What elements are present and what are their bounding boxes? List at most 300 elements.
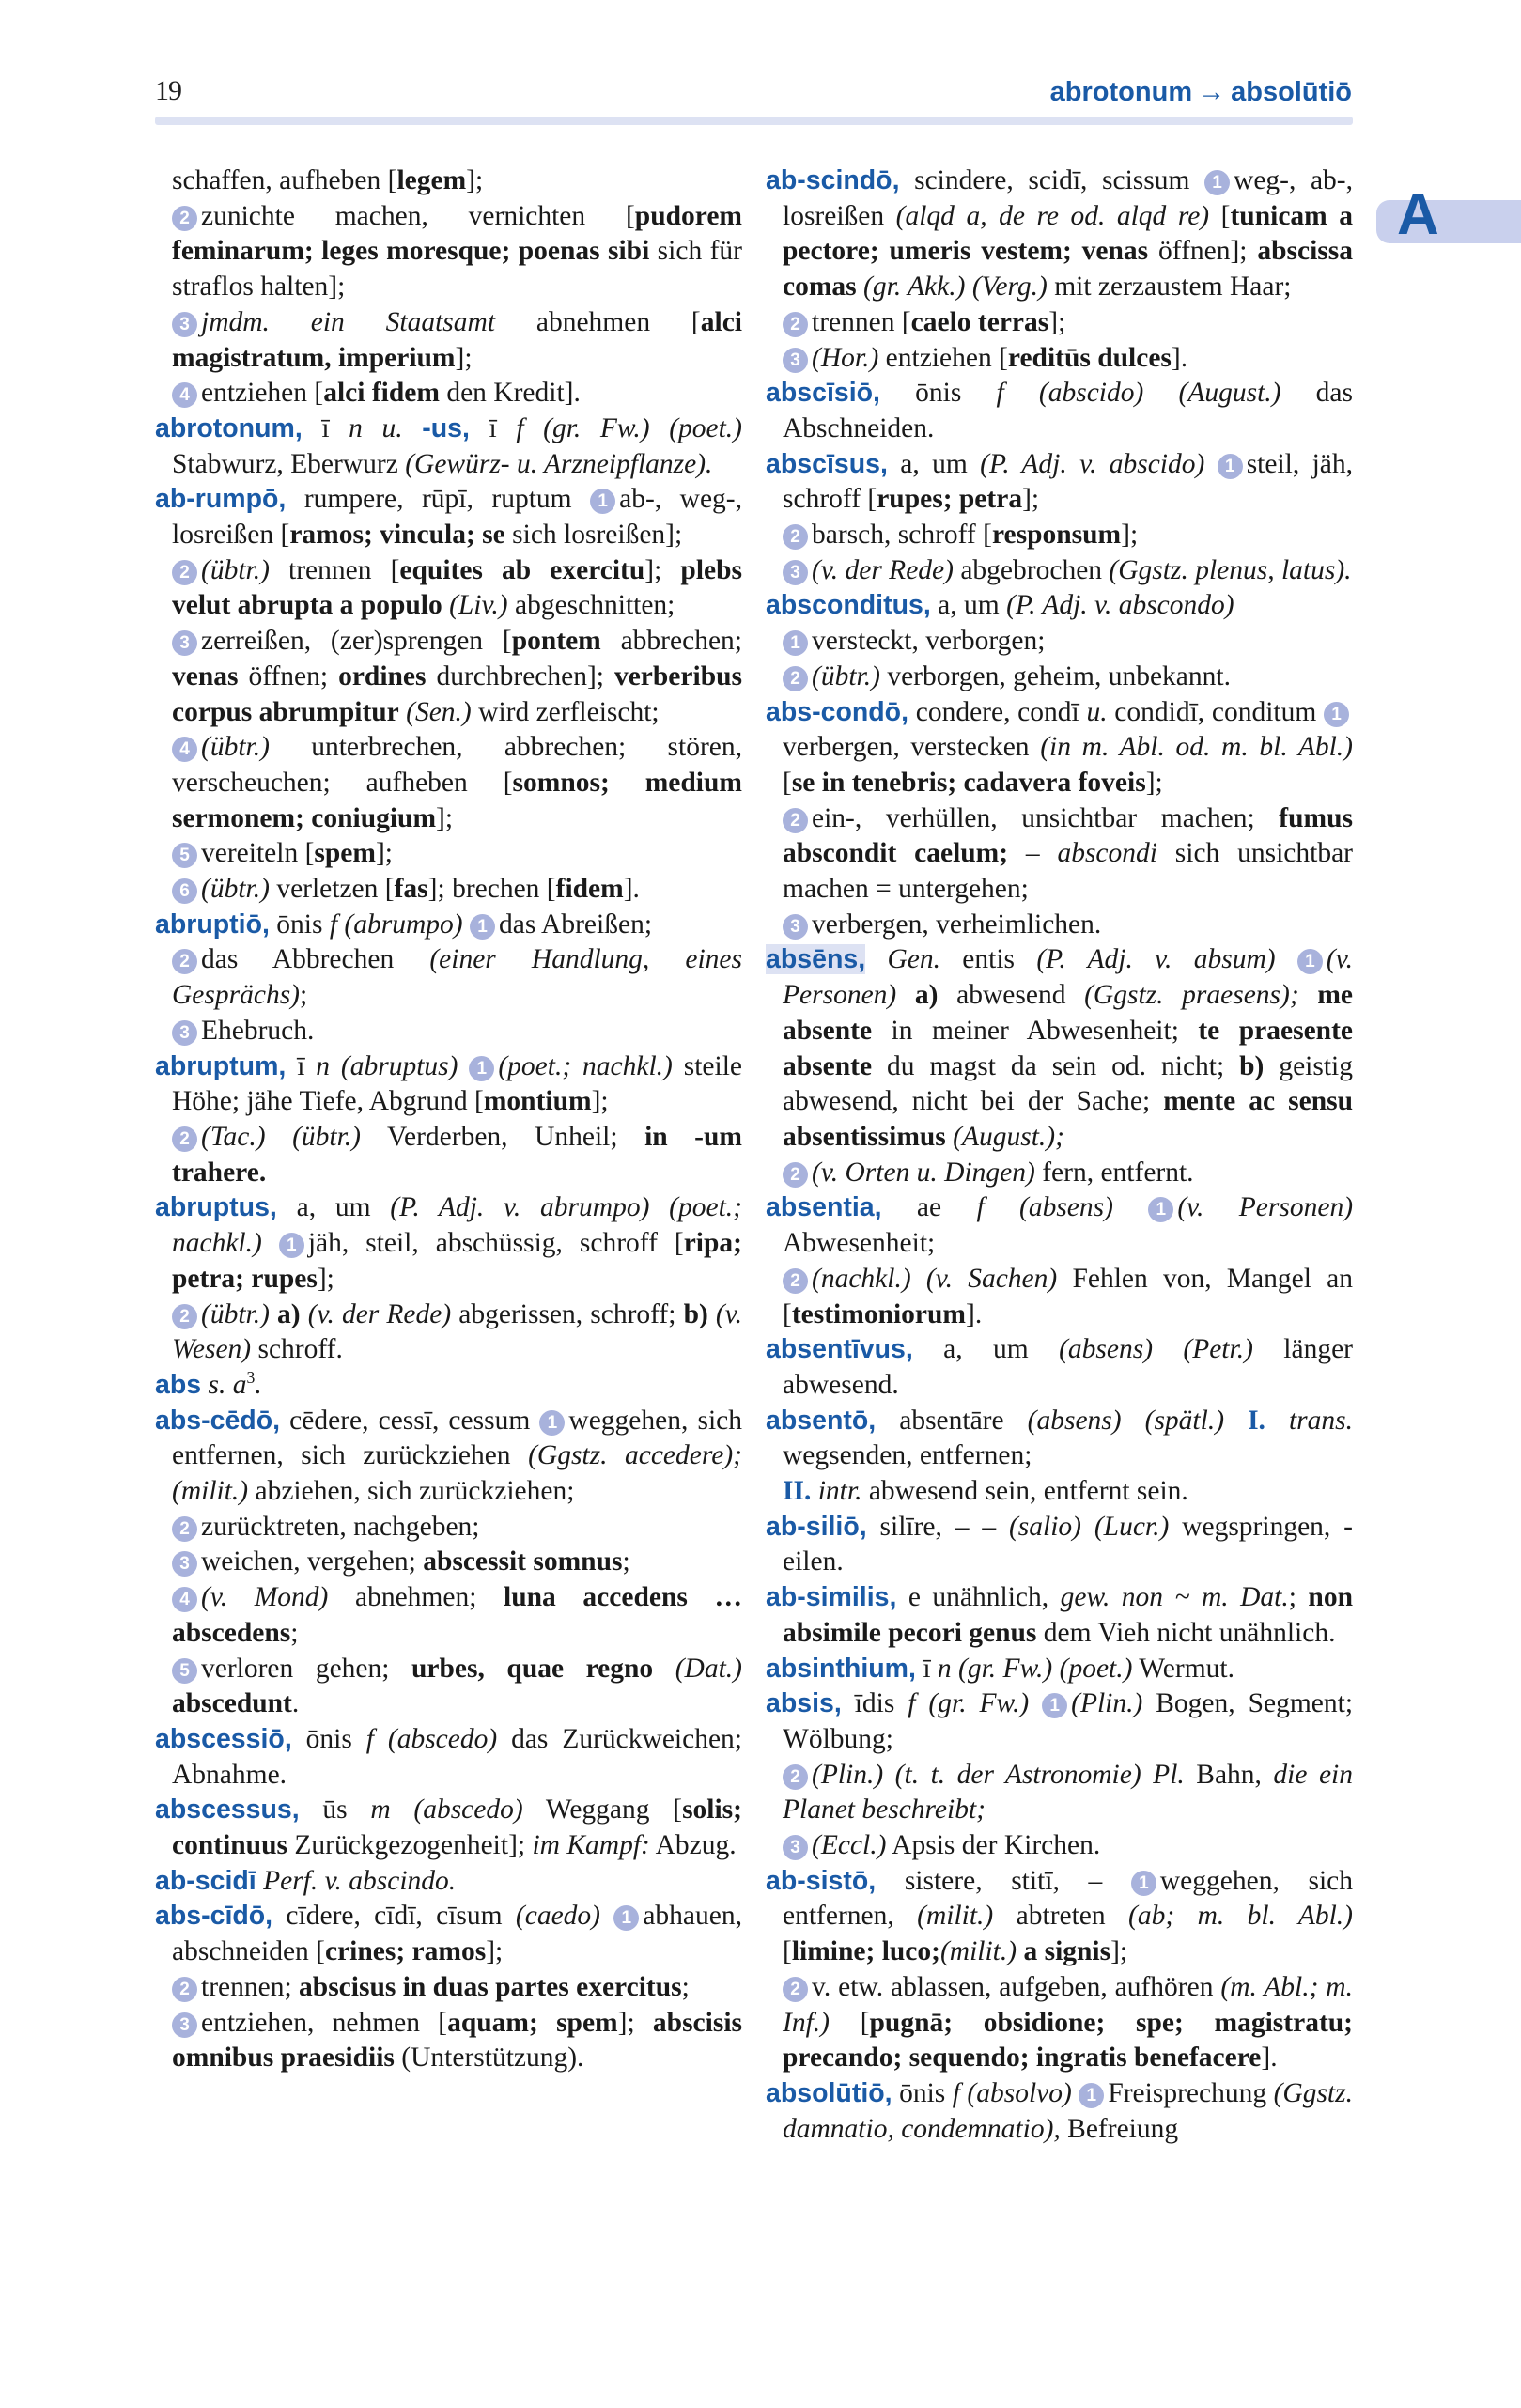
sense-line bbox=[155, 1970, 742, 2006]
dictionary-entry bbox=[155, 1049, 742, 1120]
bold-run: abscessit somnus bbox=[423, 1546, 623, 1577]
sense-number-icon: 2 bbox=[783, 524, 808, 550]
headword: abs-cīdō, bbox=[155, 1901, 273, 1932]
text-run: geistig abwesend, nicht bei der Sache; bbox=[783, 1050, 1353, 1117]
sense-line bbox=[155, 376, 742, 412]
text-run: [ bbox=[783, 1936, 792, 1967]
text-run: Befreiung bbox=[1060, 2113, 1179, 2144]
bold-run: somnos; medium sermonem; coniugium bbox=[172, 767, 742, 833]
text-run: das Zurückweichen; Abnahme. bbox=[172, 1723, 742, 1790]
text-run: weg-, ab-, losreißen bbox=[783, 165, 1353, 231]
text-run: absentāre bbox=[876, 1405, 1028, 1436]
italic-run: (v. der Rede) bbox=[307, 1298, 452, 1329]
text-run: trennen; bbox=[201, 1971, 300, 2002]
text-run: ī bbox=[286, 1050, 317, 1081]
text-run: . bbox=[291, 1688, 300, 1719]
dictionary-entry bbox=[766, 1652, 1353, 1687]
bold-run: a) bbox=[277, 1298, 301, 1329]
italic-run: (Plin.) bbox=[1071, 1688, 1143, 1719]
italic-run: (Ggstz. plenus, latus). bbox=[1109, 554, 1352, 585]
text-run: ī bbox=[915, 1653, 938, 1684]
bold-run: solis; continuus bbox=[172, 1794, 742, 1861]
sense-number-icon: 1 bbox=[1079, 2083, 1104, 2108]
header-rule bbox=[155, 117, 1353, 125]
text-run: vereiteln [ bbox=[201, 838, 315, 869]
section-numeral: I. bbox=[1248, 1405, 1265, 1436]
text-run: ]; bbox=[317, 1263, 334, 1294]
text-run: cīdere, cīdī, cīsum bbox=[272, 1901, 516, 1932]
bold-run: pugnā; obsidione; spe; magistratu; precando; sequendo; ingratis benefacere bbox=[783, 2007, 1353, 2074]
text-run: das Abreißen; bbox=[498, 909, 653, 940]
text-run: ūs bbox=[299, 1794, 371, 1825]
text-run: länger abwesend. bbox=[783, 1334, 1353, 1400]
italic-run: (v. Personen) bbox=[1177, 1192, 1354, 1223]
dictionary-entry bbox=[155, 1368, 742, 1404]
text-run: verloren gehen; bbox=[201, 1653, 412, 1684]
sense-line bbox=[155, 1652, 742, 1722]
italic-run: gew. non ~ m. Dat. bbox=[1060, 1582, 1289, 1613]
headword: abs-cēdō, bbox=[155, 1405, 281, 1436]
text-run: īdis bbox=[841, 1688, 908, 1719]
bold-run: b) bbox=[683, 1298, 708, 1329]
text-run: v. etw. ablassen, aufgeben, aufhören bbox=[812, 1971, 1221, 2002]
text-run: ī bbox=[469, 412, 517, 443]
italic-run: (P. Adj. v. abrumpo) (poet.; nachkl.) bbox=[172, 1192, 742, 1259]
text-run: ]; bbox=[436, 802, 454, 833]
bold-run: testimoniorum bbox=[791, 1298, 966, 1329]
text-run: Weggang [ bbox=[522, 1794, 683, 1825]
bold-run: b) bbox=[1239, 1050, 1265, 1081]
sense-number-icon: 2 bbox=[172, 949, 197, 974]
sense-line bbox=[766, 1970, 1353, 2076]
sense-line bbox=[766, 1474, 1353, 1510]
text-run: ]; bbox=[1121, 520, 1139, 551]
bold-run: spem bbox=[314, 838, 376, 869]
dictionary-entry bbox=[766, 1332, 1353, 1403]
text-run bbox=[201, 1370, 208, 1400]
text-run: Abwesenheit; bbox=[783, 1228, 936, 1259]
text-run: schaffen, aufheben [ bbox=[172, 165, 397, 195]
sense-number-icon: 1 bbox=[539, 1410, 565, 1436]
italic-run: (einer Handlung, eines Gesprächs) bbox=[172, 944, 742, 1011]
sense-line bbox=[766, 1156, 1353, 1191]
text-run: e unähnlich, bbox=[896, 1582, 1061, 1613]
sense-line bbox=[766, 518, 1353, 553]
italic-run: (Gewürz- u. Arzneipflanze). bbox=[405, 448, 713, 479]
text-run: ab-, weg-, losreißen [ bbox=[172, 484, 742, 551]
sense-number-icon: 6 bbox=[172, 878, 197, 904]
italic-run: (übtr.) bbox=[201, 874, 270, 905]
dictionary-entry bbox=[766, 2076, 1353, 2147]
text-run: mit zerzaustem Haar; bbox=[1047, 272, 1292, 303]
bold-run: aquam; spem bbox=[447, 2007, 618, 2038]
sense-number-icon: 1 bbox=[1204, 170, 1230, 195]
text-run: abgerissen, schroff; bbox=[451, 1298, 684, 1329]
italic-run: (absens) (Petr.) bbox=[1059, 1334, 1253, 1365]
italic-run: Perf. v. abscindo. bbox=[263, 1865, 457, 1896]
sense-number-icon: 2 bbox=[172, 1516, 197, 1542]
bold-run: ordines bbox=[338, 660, 427, 691]
headword: abscīsiō, bbox=[766, 378, 880, 409]
text-run: silīre, – – bbox=[866, 1511, 1009, 1542]
sense-number-icon: 1 bbox=[1297, 949, 1323, 974]
text-run: rumpere, rūpī, ruptum bbox=[286, 484, 591, 515]
text-run: ; bbox=[622, 1546, 630, 1577]
sense-line bbox=[155, 1580, 742, 1651]
text-run: abtreten bbox=[993, 1901, 1129, 1932]
text-run: zurücktreten, nachgeben; bbox=[201, 1511, 480, 1542]
sense-number-icon: 2 bbox=[783, 312, 808, 337]
italic-run: s. a bbox=[208, 1369, 247, 1400]
italic-run: (Liv.) bbox=[449, 590, 508, 621]
bold-run: limine; luco; bbox=[791, 1936, 940, 1967]
text-run: [ bbox=[783, 767, 792, 798]
dictionary-entry bbox=[155, 482, 742, 552]
text-run: weggehen, sich entfernen, bbox=[783, 1865, 1353, 1932]
text-run: abhauen, abschneiden [ bbox=[172, 1901, 742, 1967]
italic-run: (milit.) bbox=[917, 1901, 994, 1932]
text-run: Verderben, Unheil; bbox=[361, 1121, 645, 1152]
italic-run: f (abscido) (August.) bbox=[996, 378, 1281, 409]
text-run: ]; bbox=[1145, 767, 1163, 798]
sense-line bbox=[766, 908, 1353, 943]
text-run: entziehen, nehmen [ bbox=[201, 2007, 448, 2038]
text-run: Bogen, Segment; Wölbung; bbox=[783, 1688, 1354, 1754]
sense-number-icon: 1 bbox=[1148, 1197, 1173, 1222]
bold-run: crines; ramos bbox=[325, 1936, 487, 1967]
italic-run: (Ggstz. accedere); (milit.) bbox=[172, 1440, 742, 1507]
text-run: verborgen, geheim, unbekannt. bbox=[879, 660, 1231, 691]
text-run: a, um bbox=[930, 590, 1007, 621]
text-run: (Unterstützung). bbox=[394, 2043, 584, 2074]
text-run: ī bbox=[302, 412, 349, 443]
text-run: condere, condī bbox=[908, 696, 1087, 727]
sense-line bbox=[155, 624, 742, 730]
italic-run: (übtr.) bbox=[812, 660, 880, 691]
text-run: ōnis bbox=[269, 909, 330, 940]
bold-run: abscissa comas bbox=[783, 236, 1353, 303]
italic-run: (absens) (spätl.) bbox=[1027, 1405, 1225, 1436]
running-head-last-entry: absolūtiō bbox=[1231, 77, 1352, 107]
text-run: ]; bbox=[375, 838, 393, 869]
sense-number-icon: 1 bbox=[279, 1233, 304, 1258]
text-run: ]; bbox=[1048, 306, 1066, 337]
text-run bbox=[301, 1299, 308, 1329]
text-run: ]; bbox=[466, 165, 484, 195]
sense-number-icon: 2 bbox=[172, 560, 197, 585]
text-run: ]. bbox=[623, 874, 640, 905]
headword-highlighted: absēns, bbox=[766, 944, 866, 975]
bold-run: fas bbox=[394, 874, 428, 905]
bold-run: luna accedens … abscedens bbox=[172, 1582, 742, 1648]
text-run bbox=[896, 980, 915, 1010]
sense-number-icon: 4 bbox=[172, 737, 197, 762]
text-run: abwesend bbox=[938, 980, 1085, 1011]
bold-run: fidem bbox=[555, 874, 624, 905]
text-run: entziehen [ bbox=[878, 342, 1008, 373]
sense-line bbox=[766, 1828, 1353, 1864]
text-run: ]; bbox=[1110, 1936, 1128, 1967]
italic-run: (übtr.) bbox=[201, 1298, 270, 1329]
sense-line bbox=[155, 199, 742, 305]
italic-run: (Sen.) bbox=[406, 696, 472, 727]
text-run: trennen [ bbox=[269, 554, 400, 585]
italic-run: (P. Adj. v. absum) bbox=[1036, 944, 1276, 975]
italic-run: (Tac.) (übtr.) bbox=[201, 1121, 361, 1152]
bold-run: fumus abscondit caelum; bbox=[783, 802, 1353, 869]
text-run: a, um bbox=[887, 448, 981, 479]
italic-run: abscondi bbox=[1057, 838, 1157, 869]
text-run: sich für straflos halten]; bbox=[172, 236, 742, 303]
dictionary-entry bbox=[766, 1864, 1353, 1970]
sense-line bbox=[766, 660, 1353, 695]
text-run bbox=[811, 1476, 817, 1506]
dictionary-entry bbox=[155, 908, 742, 943]
text-run: abgebrochen bbox=[953, 554, 1110, 585]
sense-number-icon: 1 bbox=[1218, 454, 1243, 479]
headword: ab-similis, bbox=[766, 1582, 897, 1613]
bold-run: mente ac sensu absentissimus bbox=[783, 1086, 1354, 1152]
headword: abruptum, bbox=[155, 1050, 287, 1081]
bold-run: te praesente absente bbox=[783, 1015, 1353, 1081]
italic-run: jmdm. ein Staatsamt bbox=[201, 306, 496, 337]
italic-run: (v. Orten u. Dingen) bbox=[812, 1157, 1035, 1188]
text-run: Wermut. bbox=[1132, 1653, 1234, 1684]
text-run: Fehlen von, Mangel an [ bbox=[783, 1263, 1353, 1329]
sense-number-icon: 3 bbox=[783, 1835, 808, 1860]
text-run: sistere, stitī, – bbox=[876, 1865, 1131, 1896]
dictionary-entry bbox=[766, 447, 1353, 518]
sense-number-icon: 3 bbox=[172, 312, 197, 337]
section-numeral: II. bbox=[783, 1476, 812, 1507]
text-run bbox=[442, 590, 449, 620]
text-run: scindere, scidī, scissum bbox=[899, 165, 1205, 195]
sense-number-icon: 2 bbox=[783, 666, 808, 691]
italic-run: m (abscedo) bbox=[370, 1794, 523, 1825]
text-run bbox=[256, 1866, 263, 1896]
headword: ab-siliō, bbox=[766, 1511, 867, 1542]
text-run bbox=[1224, 1406, 1248, 1436]
text-run: abnehmen [ bbox=[495, 306, 701, 337]
text-run: öffnen]; bbox=[1148, 236, 1258, 267]
text-run bbox=[708, 1299, 716, 1329]
text-run: a, um bbox=[276, 1192, 391, 1223]
text-run: ]. bbox=[966, 1298, 983, 1329]
text-run bbox=[653, 1654, 675, 1684]
text-run bbox=[262, 1228, 279, 1258]
sense-number-icon: 5 bbox=[172, 1658, 197, 1684]
sense-line bbox=[155, 305, 742, 376]
text-run bbox=[458, 1051, 469, 1081]
text-run: Stabwurz, Eberwurz bbox=[172, 448, 406, 479]
italic-run: (salio) (Lucr.) bbox=[1008, 1511, 1170, 1542]
italic-run: f (gr. Fw.) bbox=[908, 1688, 1030, 1719]
sense-line bbox=[766, 624, 1353, 660]
text-run: ōnis bbox=[892, 2077, 953, 2108]
bold-run: pontem bbox=[511, 626, 601, 657]
text-run: Freisprechung bbox=[1108, 2077, 1274, 2108]
dictionary-entry bbox=[766, 1404, 1353, 1474]
headword: absinthium, bbox=[766, 1653, 916, 1684]
dictionary-entry bbox=[766, 163, 1353, 305]
text-run: ae bbox=[881, 1192, 977, 1223]
text-run: ; bbox=[1288, 1582, 1309, 1613]
sense-number-icon: 2 bbox=[172, 1304, 197, 1329]
text-run: ; bbox=[300, 980, 308, 1011]
sense-line bbox=[155, 730, 742, 836]
text-run: ]; brechen [ bbox=[427, 874, 556, 905]
text-run: verletzen [ bbox=[269, 874, 395, 905]
text-run bbox=[1265, 1406, 1289, 1436]
text-run: weggehen, sich entfernen, sich zurückziehen bbox=[172, 1405, 743, 1471]
sense-line bbox=[155, 553, 742, 624]
text-run: ]. bbox=[1261, 2043, 1278, 2074]
sense-number-icon: 2 bbox=[172, 1977, 197, 2002]
bold-run: abscedunt bbox=[172, 1688, 292, 1719]
text-run: ; bbox=[681, 1971, 690, 2002]
text-run: entis bbox=[939, 944, 1037, 975]
bold-run: pudorem feminarum; leges moresque; poenas sibi bbox=[172, 200, 742, 267]
text-run: den Kredit]. bbox=[439, 378, 581, 409]
text-run: ]; bbox=[455, 342, 473, 373]
italic-run: im Kampf: bbox=[532, 1830, 650, 1861]
italic-run: n (abruptus) bbox=[316, 1050, 458, 1081]
sense-number-icon: 1 bbox=[1042, 1693, 1067, 1718]
column-left bbox=[155, 163, 742, 2076]
italic-run: u. bbox=[1086, 696, 1108, 727]
sense-line bbox=[766, 553, 1353, 589]
letter-tab-label: A bbox=[1397, 182, 1439, 247]
text-run: das Abbrechen bbox=[201, 944, 430, 975]
italic-run: (m. Abl.; m. Inf.) bbox=[783, 1971, 1353, 2038]
text-run bbox=[1072, 2078, 1079, 2108]
text-run: [ bbox=[829, 2007, 870, 2038]
italic-run: (poet.; nachkl.) bbox=[498, 1050, 673, 1081]
text-run: steil, jäh, schroff [ bbox=[783, 448, 1353, 515]
sense-line bbox=[766, 1262, 1353, 1332]
text-run: zerreißen, (zer)sprengen [ bbox=[201, 626, 512, 657]
text-run: wird zerfleischt; bbox=[471, 696, 660, 727]
italic-run: (v. der Rede) bbox=[812, 554, 954, 585]
sense-number-icon: 1 bbox=[1324, 702, 1349, 727]
text-run: das Abschneiden. bbox=[783, 378, 1353, 443]
italic-run: (P. Adj. v. abscido) bbox=[980, 448, 1205, 479]
italic-run: intr. bbox=[817, 1476, 862, 1507]
text-run: Bahn, bbox=[1184, 1759, 1274, 1790]
text-run: sich losreißen]; bbox=[504, 520, 683, 551]
italic-run: (in m. Abl. od. m. bl. Abl.) bbox=[1040, 732, 1353, 763]
sense-number-icon: 2 bbox=[783, 1162, 808, 1188]
italic-run: (Hor.) bbox=[812, 342, 879, 373]
dictionary-entry bbox=[766, 1580, 1353, 1651]
headword: abscīsus, bbox=[766, 448, 888, 479]
text-run: Apsis der Kirchen. bbox=[886, 1830, 1101, 1861]
dictionary-entry bbox=[155, 1864, 742, 1900]
sense-number-icon: 1 bbox=[1131, 1871, 1156, 1896]
text-run: sich unsichtbar machen = untergehen; bbox=[783, 838, 1353, 905]
arrow-right-icon: → bbox=[1198, 77, 1226, 107]
text-run bbox=[1029, 1688, 1042, 1718]
headword: absentīvus, bbox=[766, 1334, 913, 1365]
italic-run: (Eccl.) bbox=[812, 1830, 887, 1861]
italic-run: (gr. Akk.) (Verg.) bbox=[863, 272, 1048, 303]
bold-run: abscisis omnibus praesidiis bbox=[172, 2007, 742, 2074]
text-run bbox=[463, 909, 470, 940]
italic-run: (alqd a, de re od. alqd re) bbox=[895, 200, 1210, 231]
sense-number-icon: 2 bbox=[783, 808, 808, 833]
text-run: steile Höhe; jähe Tiefe, Abgrund [ bbox=[172, 1050, 743, 1117]
bold-run: abscisus in duas partes exercitus bbox=[299, 1971, 682, 2002]
sense-number-icon: 3 bbox=[172, 1551, 197, 1577]
text-run: ōnis bbox=[879, 378, 997, 409]
bold-run: non absimile pecori genus bbox=[783, 1582, 1353, 1648]
headword: ab-sistō, bbox=[766, 1865, 877, 1896]
text-run: ein-, verhüllen, unsichtbar machen; bbox=[812, 802, 1280, 833]
bold-run: rupes; petra bbox=[877, 484, 1023, 515]
bold-run: verberibus corpus abrumpitur bbox=[172, 660, 742, 727]
sense-number-icon: 5 bbox=[172, 843, 197, 868]
sense-line bbox=[155, 2006, 742, 2076]
text-run: condidī, conditum bbox=[1107, 696, 1324, 727]
text-run: ōnis bbox=[291, 1723, 366, 1754]
italic-run: (Dat.) bbox=[675, 1653, 743, 1684]
sense-number-icon: 1 bbox=[469, 1056, 494, 1081]
column-right bbox=[766, 163, 1353, 2147]
bold-run: reditūs dulces bbox=[1007, 342, 1172, 373]
text-run bbox=[1113, 1192, 1148, 1222]
italic-run: (milit.) bbox=[939, 1936, 1017, 1967]
text-run: ]; bbox=[591, 1086, 609, 1117]
dictionary-entry bbox=[155, 1404, 742, 1510]
sense-line bbox=[155, 1510, 742, 1546]
bold-run: a signis bbox=[1023, 1936, 1111, 1967]
italic-run: trans. bbox=[1288, 1405, 1354, 1436]
bold-run: responsum bbox=[991, 520, 1122, 551]
running-head bbox=[1050, 77, 1352, 108]
sense-number-icon: 2 bbox=[172, 1126, 197, 1152]
text-run: abgeschnitten; bbox=[507, 590, 675, 621]
headword: ab-scidī bbox=[155, 1865, 256, 1896]
sense-number-icon: 3 bbox=[783, 914, 808, 940]
text-run: in meiner Abwesenheit; bbox=[872, 1015, 1199, 1046]
text-run bbox=[1276, 944, 1297, 974]
sense-number-icon: 1 bbox=[783, 630, 808, 656]
text-run: öffnen; bbox=[238, 660, 339, 691]
sense-line bbox=[155, 163, 742, 199]
headword: -us, bbox=[422, 412, 470, 443]
headword: absis, bbox=[766, 1688, 842, 1719]
text-run: ; bbox=[290, 1617, 299, 1648]
headword: abruptus, bbox=[155, 1192, 277, 1223]
text-run: abwesend sein, entfernt sein. bbox=[861, 1476, 1188, 1507]
italic-run: (übtr.) bbox=[201, 554, 270, 585]
italic-run: f (absens) bbox=[976, 1192, 1113, 1223]
italic-run: (nachkl.) (v. Sachen) bbox=[812, 1263, 1058, 1294]
text-run bbox=[857, 272, 863, 302]
text-run: entziehen [ bbox=[201, 378, 324, 409]
dictionary-entry bbox=[155, 1793, 742, 1863]
sense-number-icon: 4 bbox=[172, 1587, 197, 1612]
bold-run: alci fidem bbox=[323, 378, 440, 409]
headword: ab-rumpō, bbox=[155, 484, 287, 515]
sense-number-icon: 2 bbox=[783, 1764, 808, 1790]
text-run: ]; bbox=[486, 1936, 504, 1967]
italic-run: (v. Mond) bbox=[201, 1582, 329, 1613]
text-run: abziehen, sich zurückziehen; bbox=[248, 1476, 575, 1507]
dictionary-entry bbox=[766, 695, 1353, 801]
italic-run: n (gr. Fw.) (poet.) bbox=[937, 1653, 1133, 1684]
dictionary-entry bbox=[155, 412, 742, 482]
